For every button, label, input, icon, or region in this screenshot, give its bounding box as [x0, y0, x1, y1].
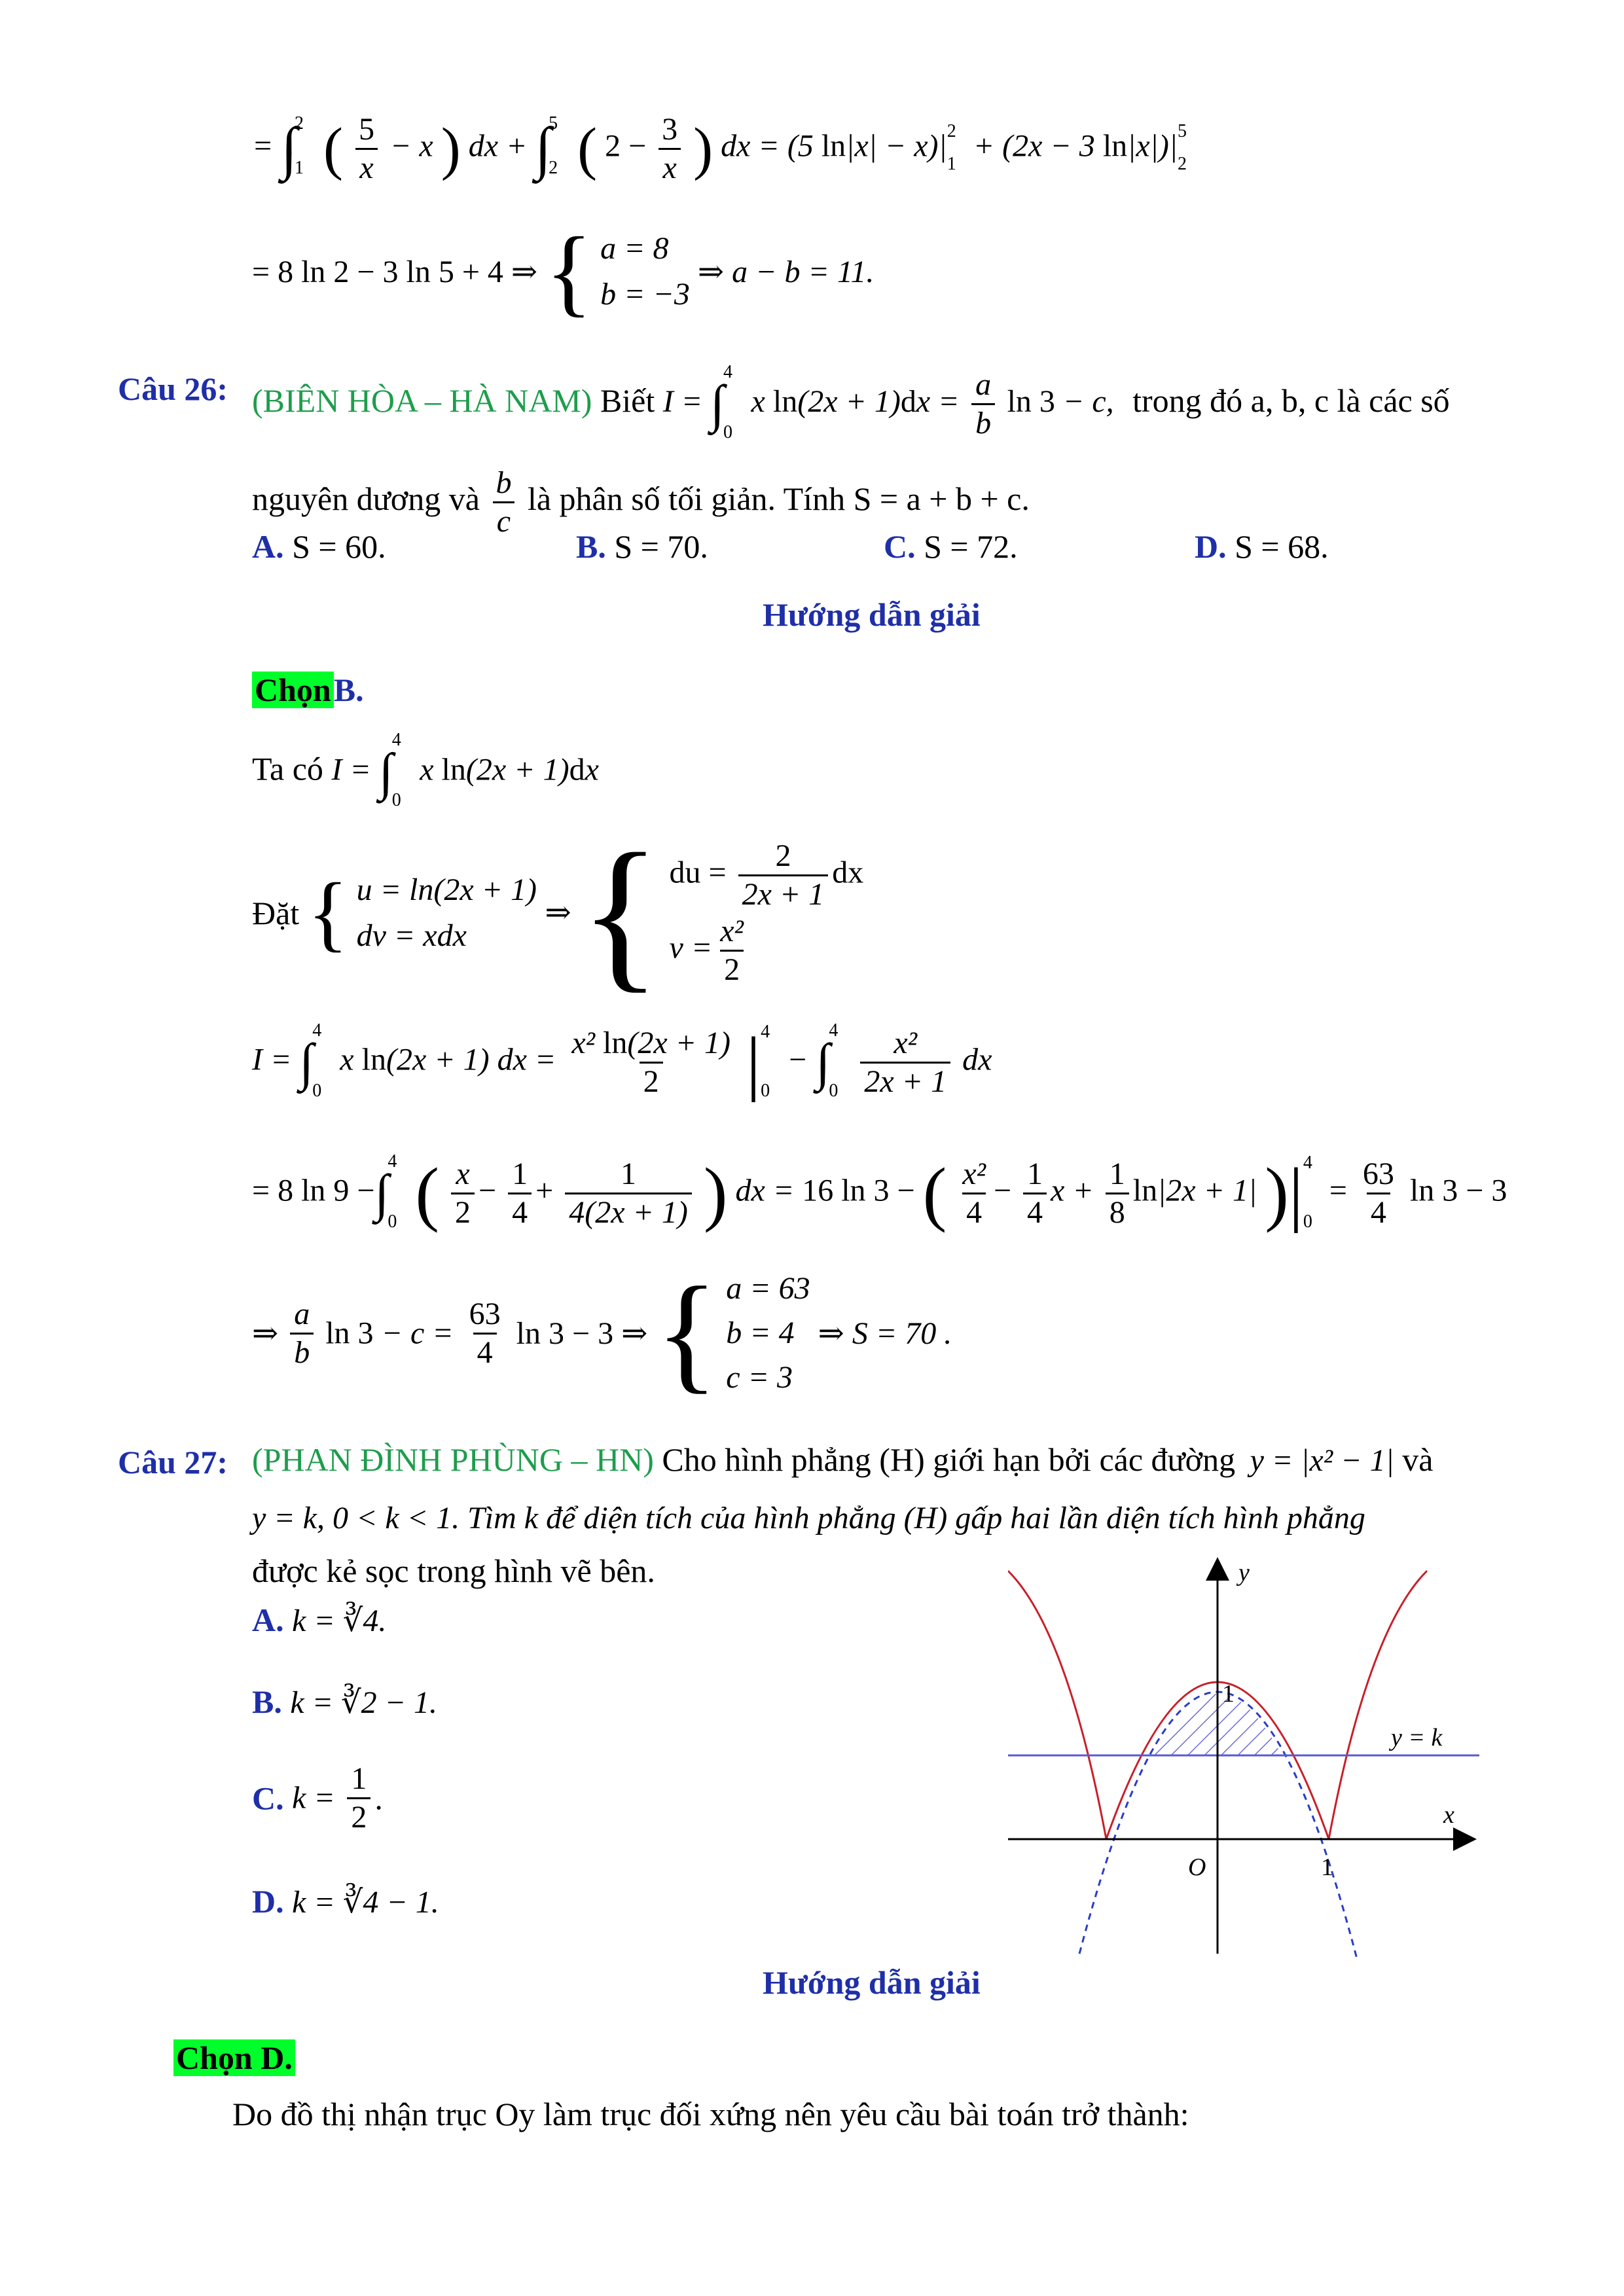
q26-bietl: Biết [600, 382, 655, 419]
system-a: a = 8 [600, 231, 669, 266]
x-one-label: 1 [1321, 1854, 1333, 1881]
line-k-label: y = k [1391, 1724, 1443, 1751]
q26-result: ⇒ S = 70 . [818, 1316, 952, 1351]
sys-a63: a = 63 [726, 1271, 810, 1306]
choice-highlight: Chọn D. [173, 2039, 295, 2076]
q26-text4: là phân số tối giản. Tính S = a + b + c. [527, 480, 1030, 517]
taco-label: Ta có [252, 750, 323, 787]
q27-option-d[interactable]: D. k = ∛4 − 1. [252, 1883, 439, 1920]
q27-text1: Cho hình phẳng (H) giới hạn bởi các đường [662, 1441, 1236, 1478]
q27-stem-line3: được kẻ sọc trong hình vẽ bên. [252, 1552, 655, 1589]
sub-u: u = ln(2x + 1) [356, 872, 537, 907]
q26-integration-line1: I = ∫40 x ln(2x + 1) dx = $\frac{\text{x² ln(2x + 1)}}{2}$ |40 − ∫40 $\frac{\text{x²}}{2x + 1}$ dx [252, 1020, 992, 1102]
line2-right: ⇒ a − b = 11. [697, 255, 875, 289]
dat-label: Đặt [252, 895, 300, 931]
choice-answer: B. [333, 672, 364, 708]
q26-conclusion: ⇒ $\frac{a}{b}$ ln 3 − c = $\frac{63}{4}$ ln 3 − 3 ⇒ { a = 63 b = 4 c = 3 ⇒ S = 70 . [252, 1261, 952, 1405]
q27-option-a[interactable]: A. k = ∛4. [252, 1602, 387, 1638]
prev-solution-line1: = ∫21 ( $\frac{5}{x}$ − x ) dx + ∫52 ( 2 − $\frac{3}{x}$ ) dx = (5 ln|x| − x)|21 + (2x − 3 ln|x|)|52 [252, 112, 1187, 185]
y-one-label: 1 [1222, 1680, 1235, 1708]
q27-graph [1008, 1551, 1479, 1957]
q26-stem-line2: nguyên dương và $\frac{b}{c}$ là phân số tối giản. Tính S = a + b + c. [252, 465, 1030, 539]
q27-text1b: và [1402, 1441, 1434, 1478]
q26-option-a[interactable]: A. S = 60. [252, 528, 386, 565]
q26-label: Câu 26: [118, 370, 228, 407]
q26-option-b[interactable]: B. S = 70. [576, 528, 708, 565]
q26-choice [252, 671, 364, 709]
x-axis-label: x [1443, 1801, 1454, 1829]
q27-option-b[interactable]: B. k = ∛2 − 1. [252, 1683, 438, 1720]
q26-option-c[interactable]: C. S = 72. [884, 528, 1018, 565]
prev-solution-line2: = 8 ln 2 − 3 ln 5 + 4 ⇒ { a = 8 b = −3 ⇒ a − b = 11. [252, 217, 875, 326]
q27-choice [173, 2039, 295, 2077]
choice-highlight: Chọn [252, 672, 334, 708]
q27-stem-line1: (PHAN ĐÌNH PHÙNG – HN) Cho hình phẳng (H) giới hạn bởi các đường y = |x² − 1| và [252, 1441, 1434, 1478]
q27-option-c[interactable]: C. k = $\frac{1}{2}$ . [252, 1761, 383, 1835]
q26-option-d[interactable]: D. S = 68. [1195, 528, 1329, 565]
q27-stem-line2: y = k, 0 < k < 1. Tìm k để diện tích của hình phẳng (H) gấp hai lần diện tích hình phẳng [252, 1501, 1365, 1535]
q26-stem-line1: (BIÊN HÒA – HÀ NAM) Biết I = ∫40 x ln(2x + 1)dx = $\frac{a}{b}$ ln 3 − c, trong đó a, b, c là các số [252, 361, 1450, 442]
q26-source: (BIÊN HÒA – HÀ NAM) [252, 382, 592, 419]
y-axis-label: y [1238, 1559, 1250, 1587]
q27-source: (PHAN ĐÌNH PHÙNG – HN) [252, 1441, 654, 1478]
q27-label: Câu 27: [118, 1444, 228, 1480]
red-curve-left [1008, 1571, 1106, 1839]
line2-left: = 8 ln 2 − 3 ln 5 + 4 ⇒ [252, 255, 538, 289]
q27-guide-heading: Hướng dẫn giải [763, 1964, 981, 2001]
q26-taco-line: Ta có I = ∫40 x ln(2x + 1)dx [252, 730, 599, 811]
q26-integration-line2: = 8 ln 9 −∫40 ( $\frac{x}{2}$ − $\frac{1}{4}$ + $\frac{1}{4(2x + 1)}$ ) dx = 16 ln 3 − ( $\frac{\text{x²}}{4}$ − $\frac{1}{4}$ x + $\frac{1}{8}$ ln|2x + 1| )|40 = $\frac{63}{4}$ ln 3 − 3 [252, 1151, 1507, 1233]
system-b: b = −3 [600, 277, 690, 312]
sub-dv: dv = xdx [356, 918, 467, 953]
red-curve-right [1329, 1571, 1427, 1839]
origin-label: O [1188, 1854, 1206, 1881]
q26-text3: nguyên dương và [252, 480, 480, 517]
sys-c3: c = 3 [726, 1360, 793, 1395]
sub-v: v = [669, 930, 713, 965]
sys-b4: b = 4 [726, 1316, 795, 1350]
q26-dat-line: Đặt { u = ln(2x + 1) dv = xdx ⇒ { du = $\frac{2}{2x + 1}$ dx v = $\frac{\text{x²}}{2}$ [252, 819, 864, 1007]
q27-last-line: Do đồ thị nhận trục Oy làm trục đối xứng nên yêu cầu bài toán trở thành: [232, 2096, 1189, 2132]
q26-guide-heading: Hướng dẫn giải [763, 596, 981, 633]
q26-text2: trong đó a, b, c là các số [1132, 382, 1450, 419]
